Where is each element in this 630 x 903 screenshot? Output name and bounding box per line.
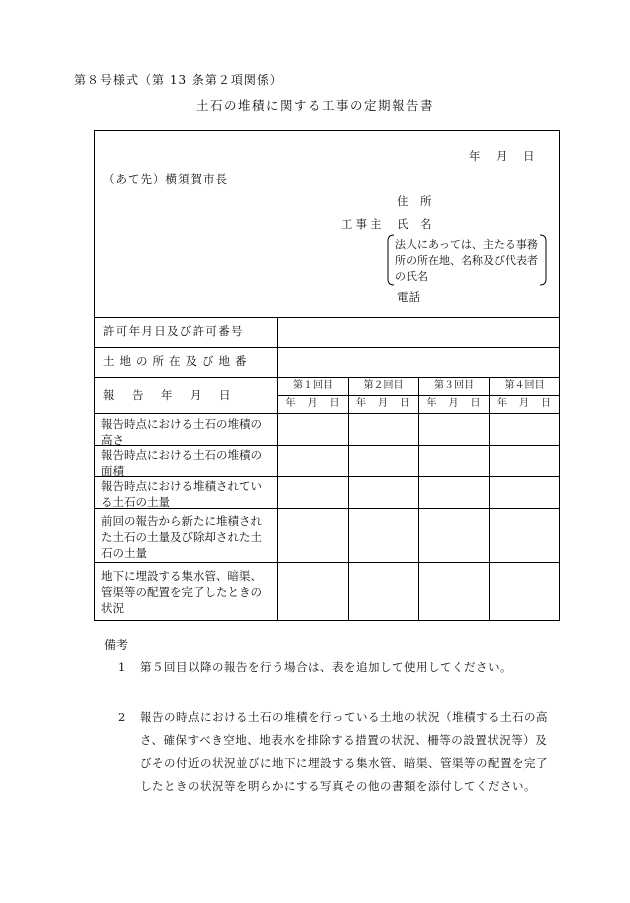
addressee: （あて先）横須賀市長 [103, 172, 228, 186]
remark-1-number: 1 [118, 660, 126, 674]
report-column-3: 第３回目 [434, 380, 474, 391]
report-date-sub-1: 年 月 日 [285, 398, 341, 409]
report-date-sub-3: 年 月 日 [426, 398, 482, 409]
row-label-drainage: 地下に埋設する集水管、暗渠、管渠等の配置を完了したときの状況 [101, 569, 262, 615]
submission-date-label: 年 月 日 [469, 149, 537, 163]
report-column-4: 第４回目 [504, 380, 545, 391]
permit-date-number-label: 許可年月日及び許可番号 [103, 324, 244, 338]
remark-2-number: 2 [118, 710, 126, 724]
row-label-height: 報告時点における土石の堆積の高さ [101, 417, 262, 447]
report-column-1: 第１回目 [293, 380, 333, 391]
name-label: 氏 名 [397, 217, 432, 231]
remark-1-text: 第５回目以降の報告を行う場合は、表を追加して使用してください。 [140, 660, 512, 674]
row-label-area: 報告時点における土石の堆積の面積 [101, 448, 262, 478]
report-date-sub-4: 年 月 日 [497, 398, 552, 409]
report-date-label: 報 告 年 月 日 [103, 388, 234, 402]
contractor-label: 工事主 [341, 217, 385, 231]
row-label-new-removed: 前回の報告から新たに堆積された土石の土量及び除却された土石の土量 [101, 514, 262, 560]
remark-2-text: 報告の時点における土石の堆積を行っている土地の状況（堆積する土石の高さ、確保すべき空地、地表水を排除する措置の状況、柵等の設置状況等）及びその付近の状況並びに地下に埋設する集水管、暗渠、管渠等の配置を完了したときの状況等を明らかにする写真その他の書類を添付してください。 [140, 710, 548, 793]
phone-label: 電話 [397, 290, 420, 304]
document-title: 土石の堆積に関する工事の定期報告書 [195, 98, 434, 113]
remarks-title: 備考 [104, 638, 129, 652]
report-form-table [94, 130, 560, 621]
address-label: 住 所 [397, 194, 432, 208]
corporate-note-bracket [387, 234, 547, 286]
corporate-note: 法人にあっては、主たる事務所の所在地、名称及び代表者の氏名 [395, 238, 538, 283]
row-label-volume: 報告時点における堆積されている土石の土量 [101, 479, 262, 509]
land-location-label: 土地の所在及び地番 [103, 354, 252, 368]
report-column-2: 第２回目 [363, 380, 404, 391]
form-number: 第８号様式（第 13 条第２項関係） [74, 73, 283, 87]
report-date-sub-2: 年 月 日 [356, 398, 411, 409]
